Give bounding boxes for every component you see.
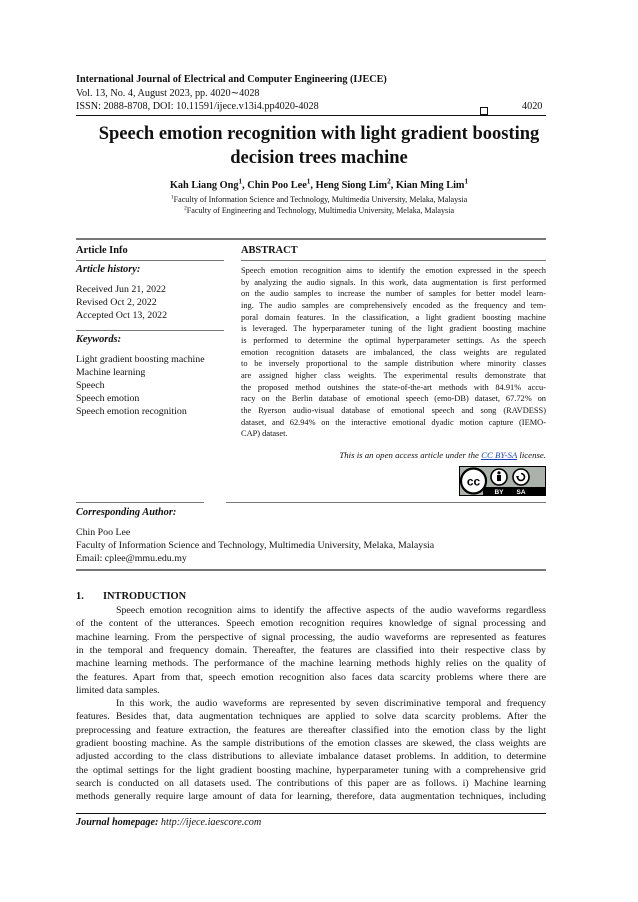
section-heading: INTRODUCTION: [103, 591, 187, 602]
license-prefix: This is an open access article under the: [339, 450, 482, 460]
author-name: Kian Ming Lim: [395, 180, 465, 191]
body-line: In this work, the audio waveforms are represented by seven discriminative temporal and frequency: [116, 698, 546, 709]
abstract-line: ing. The audio samples are comprehensively encoded as the frequency and tem-: [241, 300, 546, 310]
abstract-rule: [241, 260, 546, 261]
article-info-heading: Article Info: [76, 245, 128, 256]
author-sup: 1: [464, 177, 469, 186]
paper-title-line1: Speech emotion recognition with light gradient boosting: [98, 124, 540, 144]
affiliation-text: Faculty of Engineering and Technology, Multimedia University, Melaka, Malaysia: [186, 206, 455, 215]
keyword-item: Speech emotion: [76, 393, 140, 404]
body-line: search is conducted on all datasets used. The contributions of this paper are as follows. i) Machine learning: [76, 778, 546, 790]
sa-label: SA: [516, 489, 526, 496]
abstract-line: to be inversely proportional to the sample distribution where minority classes: [241, 359, 546, 369]
abstract-line: poral domain features. In the classification, a light gradient boosting machine: [241, 312, 546, 322]
body-line: in the temporal and frequency domain. Thereafter, the features are classified into their respective class by: [76, 645, 546, 657]
keyword-item: Speech emotion recognition: [76, 406, 187, 417]
abstract-line: racy on the Berlin database of emotional speech (emo-DB) dataset, 67.72% on: [241, 394, 546, 404]
corresponding-label: Corresponding Author:: [76, 507, 177, 518]
received-date: Received Jun 21, 2022: [76, 284, 166, 295]
author-name: Kah Liang Ong: [169, 180, 239, 191]
journal-homepage: [76, 817, 261, 828]
homepage-label: Journal homepage:: [76, 817, 159, 828]
body-line: the features. Apart from that, speech emotion recognition also faces data scarcity problems where there are: [76, 671, 546, 683]
author-name: Heng Siong Lim: [315, 180, 388, 191]
affiliation-1: [60, 194, 578, 205]
abstract-line: emotion recognition datasets are imbalanced, the class weights are regulated: [241, 347, 546, 357]
abstract-line: is performed to determine the optimal hyperparameter settings. As the speech: [241, 335, 546, 345]
abstract-line: on the audio samples to increase the number of samples for better model learn-: [241, 289, 546, 299]
page-number: 4020: [522, 101, 543, 112]
affiliation-2: [60, 205, 578, 216]
body-line: features. Besides that, data augmentation techniques are applied to solve data scarcity problems. After the: [76, 711, 546, 723]
abstract-line: Speech emotion recognition aims to identify the emotion expressed in the speech: [241, 266, 546, 275]
corresponding-email: Email: cplee@mmu.edu.my: [76, 553, 187, 564]
cc-by-sa-badge[interactable]: [459, 466, 546, 496]
intro-paragraph-1: [76, 604, 546, 697]
license-statement: [241, 450, 546, 460]
cc-glyph: cc: [466, 474, 481, 489]
abstract-line: dataset, and 62.94% on the interactive emotional dyadic motion capture (IEMO-: [241, 417, 546, 427]
body-line: gradient boosting machine. As the sample distributions of the emotion classes are skewed, the class weights are: [76, 738, 546, 750]
keyword-item: Light gradient boosting machine: [76, 354, 205, 365]
author-sup: 1: [238, 177, 243, 186]
cc-badge-icon: [459, 466, 546, 496]
accepted-date: Accepted Oct 13, 2022: [76, 310, 168, 321]
affiliation-sup: 1: [170, 194, 174, 201]
keywords-label: Keywords:: [76, 334, 122, 345]
body-line: of the content of the utterances. Speech emotion recognition requires knowledge of signal processing and: [76, 618, 546, 630]
abstract-line: are assigned higher class weights. The experimental results demonstrate that: [241, 370, 546, 380]
abstract-line: the proposed method outshines the state-of-the-art methods with 84.91% accu-: [241, 382, 546, 392]
abstract-line: the Ryerson audio-visual database of emotional speech and song (RAVDESS): [241, 405, 546, 415]
body-line: adjusted according to the class distributions to alleviate imbalance dataset problems. In addition, to determine: [76, 751, 546, 763]
author-sup: 1: [306, 177, 311, 186]
article-info-rule: [76, 260, 224, 261]
history-label: Article history:: [76, 264, 141, 275]
abstract-line: by analyzing the audio signals. In this work, data augmentation is first performed: [241, 277, 546, 287]
author-list: Kah Liang Ong$^1$, Chin Poo Lee$^1$, Heng Siong Lim$^2$, Kian Ming Lim$^1$: [169, 177, 469, 191]
corresponding-rule-right: [226, 502, 546, 503]
body-line: methods generally require large amount of data for learning, therefore, data augmentation techniques, including: [76, 791, 546, 803]
corresponding-name: Chin Poo Lee: [76, 527, 131, 538]
affiliation-text: Faculty of Information Science and Technology, Multimedia University, Melaka, Malaysia: [173, 195, 468, 204]
corresponding-affiliation: Faculty of Information Science and Technology, Multimedia University, Melaka, Malaysia: [76, 540, 435, 551]
author-name: Chin Poo Lee: [247, 180, 307, 191]
issn-doi: ISSN: 2088-8708, DOI: 10.11591/ijece.v13i4.pp4020-4028: [76, 101, 319, 112]
header-rule: [76, 115, 546, 116]
body-line: limited data samples.: [76, 685, 160, 697]
author-sup: 2: [387, 177, 391, 186]
keyword-item: Machine learning: [76, 367, 146, 378]
cc-by-sa-link[interactable]: CC BY-SA: [481, 450, 518, 460]
revised-date: Revised Oct 2, 2022: [76, 297, 157, 308]
affiliation-sup: 2: [183, 205, 187, 212]
info-top-rule: [76, 238, 546, 240]
paper-title-line2: decision trees machine: [230, 148, 408, 168]
keywords-rule: [76, 330, 224, 331]
abstract-body: [241, 265, 546, 440]
abstract-line: is leveraged. The hyperparameter tuning of the light gradient boosting machine: [241, 324, 546, 334]
homepage-link[interactable]: http://ijece.iaescore.com: [160, 817, 262, 828]
body-line: preprocessing and feature extraction, the features are thereafter classified into the emotion class by the light: [76, 724, 546, 736]
abstract-line: CAP) dataset.: [241, 429, 288, 439]
info-bottom-rule: [76, 569, 546, 571]
body-line: machine learning methods. The performance of the machine learning methods highly relies on the quality of: [76, 658, 546, 670]
intro-paragraph-2: [76, 697, 546, 804]
body-line: Speech emotion recognition aims to identify the affective aspects of the audio waveforms regardless: [116, 605, 546, 616]
volume-info: Vol. 13, No. 4, August 2023, pp. 4020∼4028: [76, 88, 260, 99]
journal-name: International Journal of Electrical and Computer Engineering (IJECE): [76, 74, 387, 85]
by-label: BY: [494, 489, 504, 496]
box-icon: [480, 101, 488, 119]
section-number: 1.: [76, 591, 84, 602]
abstract-heading: ABSTRACT: [241, 245, 298, 256]
keyword-item: Speech: [76, 380, 105, 391]
corresponding-rule-left: [76, 502, 204, 503]
license-suffix: license.: [517, 450, 546, 460]
body-line: the optimal settings for the light gradient boosting machine, hyperparameter tuning with a comprehensive grid: [76, 764, 546, 776]
body-line: machine learning. From the perspective of signal processing, the audio waveforms are represented as features: [76, 631, 546, 643]
footer-rule: [76, 813, 546, 814]
